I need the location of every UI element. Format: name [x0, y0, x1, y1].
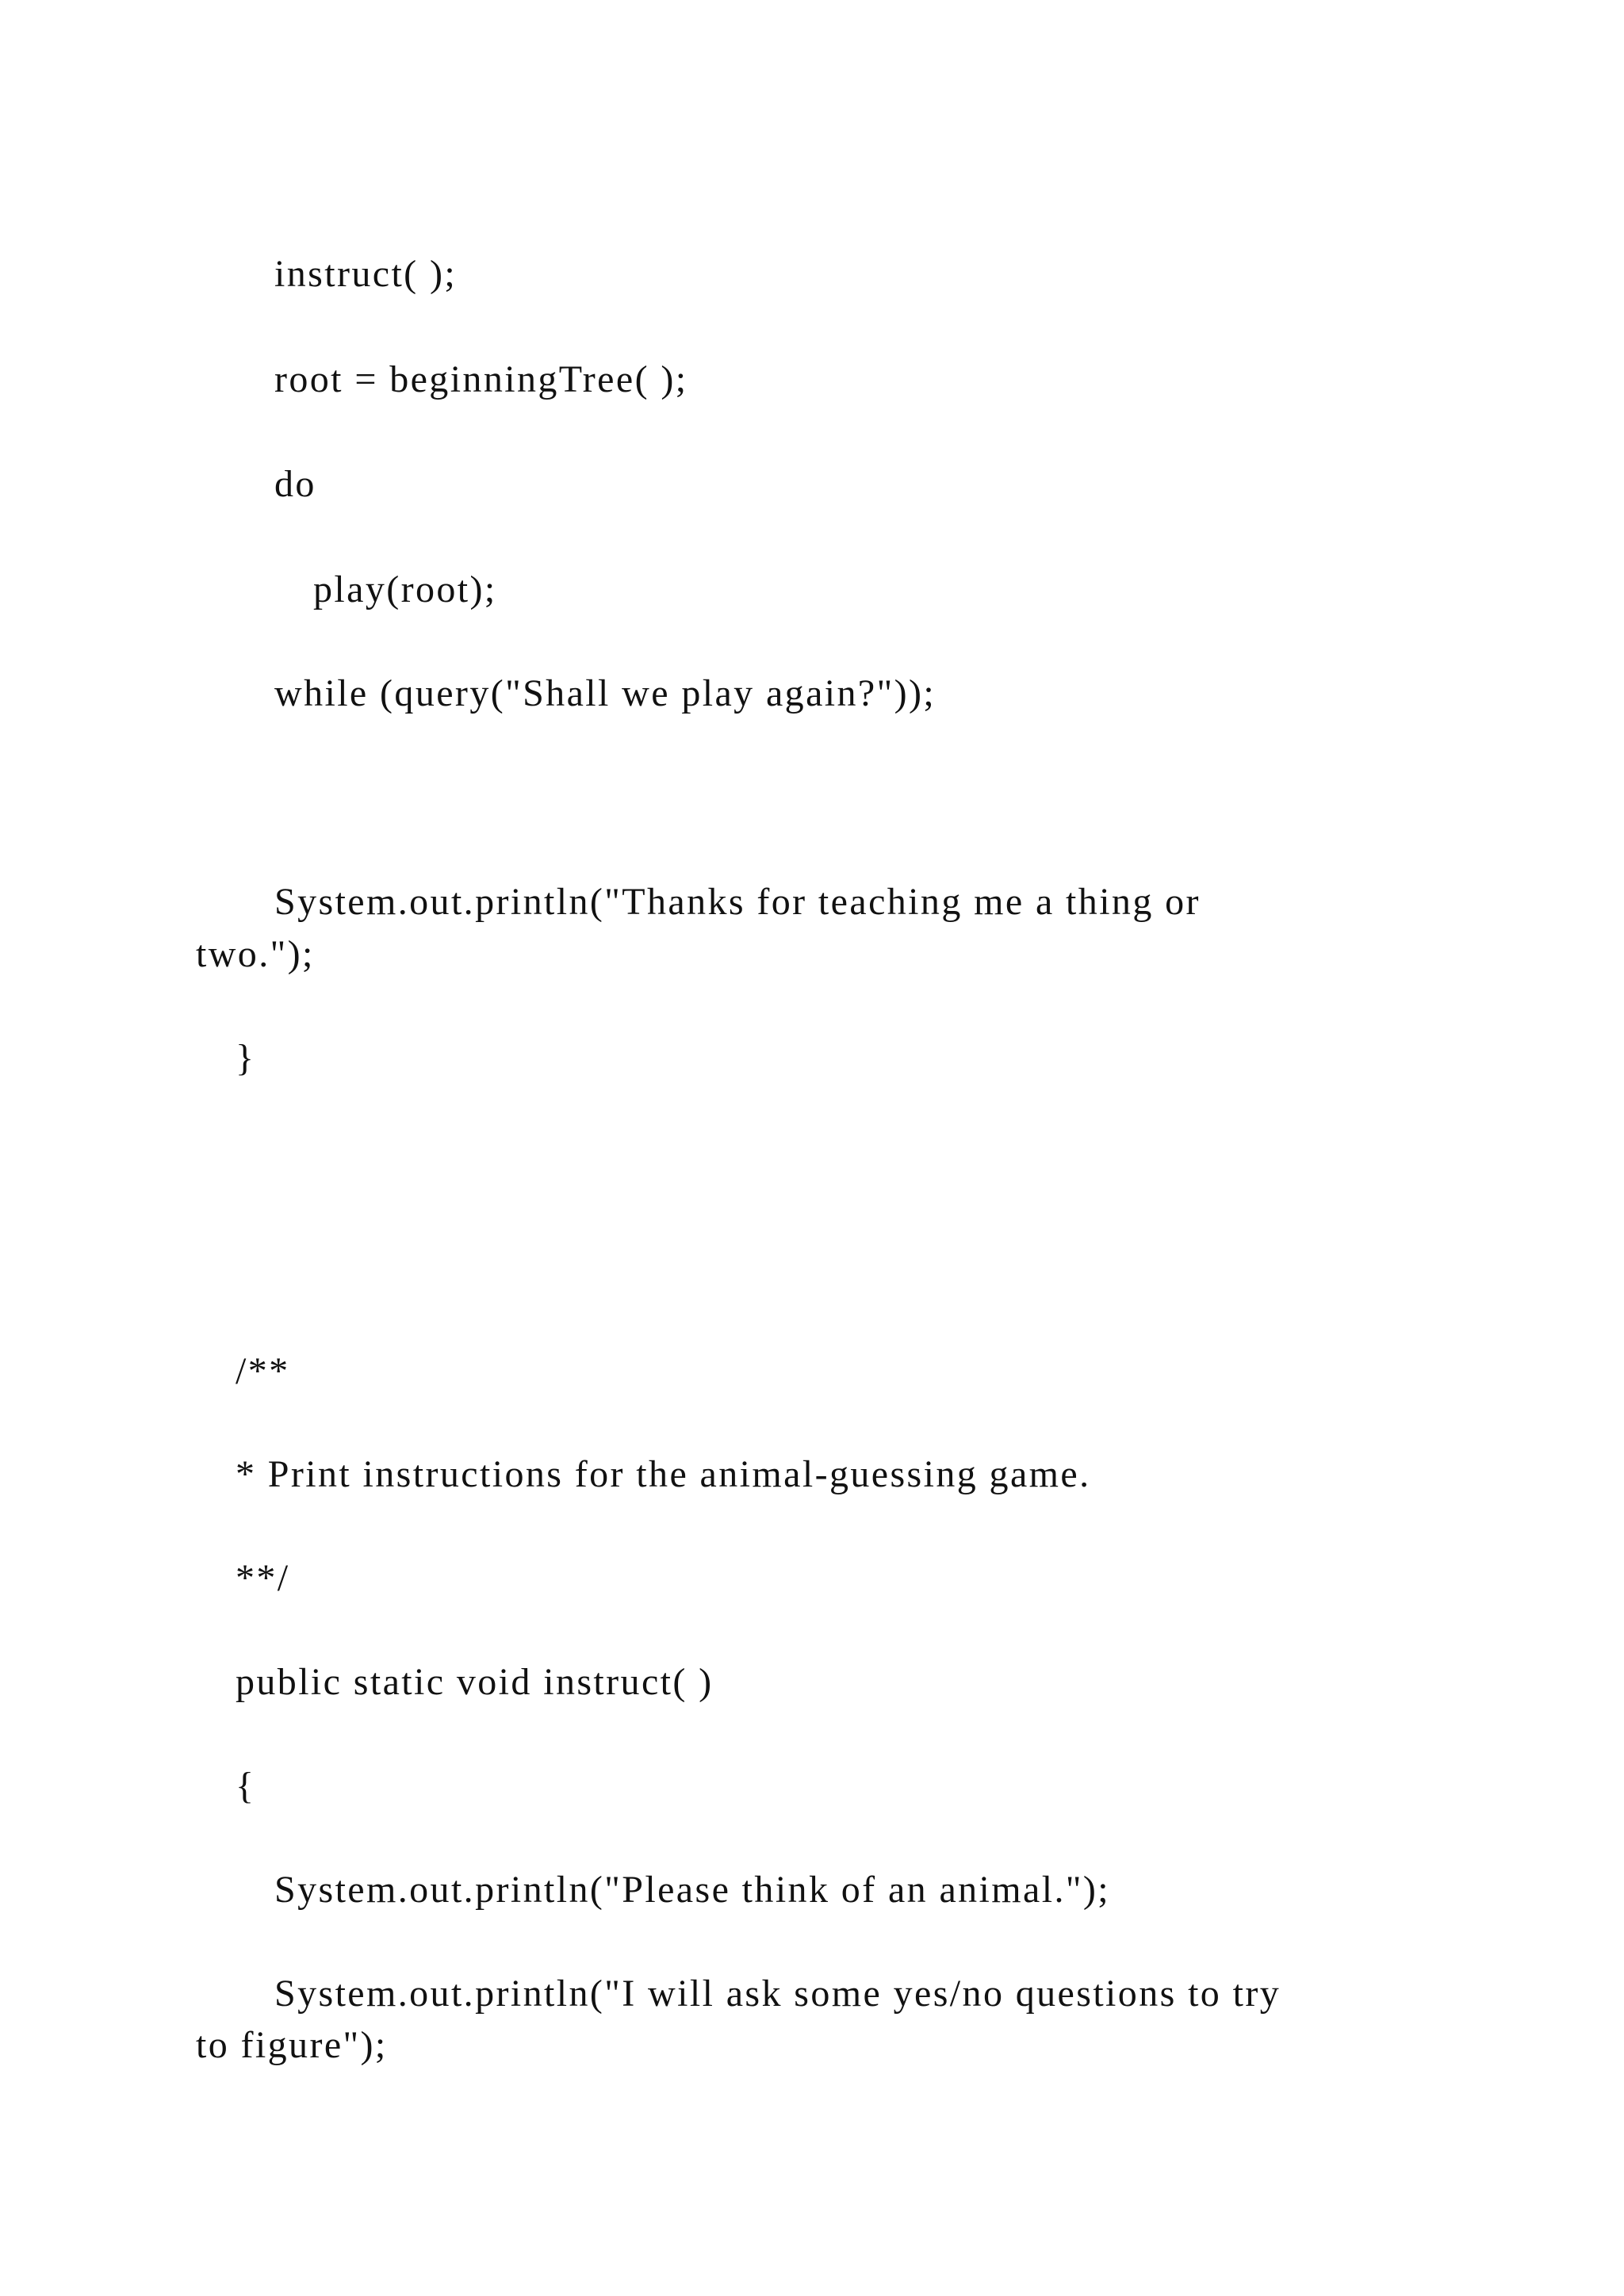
code-line: System.out.println("Thanks for teaching me a thing or — [274, 881, 1201, 923]
code-line: root = beginningTree( ); — [274, 358, 688, 400]
code-line: two."); — [196, 933, 315, 975]
code-line: instruct( ); — [274, 253, 458, 295]
code-line: public static void instruct( ) — [236, 1661, 714, 1703]
code-line: /** — [236, 1350, 290, 1392]
code-line: **/ — [236, 1557, 290, 1599]
code-line: do — [274, 463, 316, 505]
code-line: * Print instructions for the animal-guessing game. — [236, 1453, 1091, 1495]
code-line: while (query("Shall we play again?")); — [274, 672, 936, 714]
code-line: { — [236, 1765, 256, 1807]
code-line: } — [236, 1037, 256, 1079]
code-line: System.out.println("I will ask some yes/no questions to try — [274, 1973, 1281, 2015]
code-line: play(root); — [313, 568, 497, 610]
code-line: to figure"); — [196, 2024, 388, 2066]
code-line: System.out.println("Please think of an animal."); — [274, 1869, 1110, 1911]
